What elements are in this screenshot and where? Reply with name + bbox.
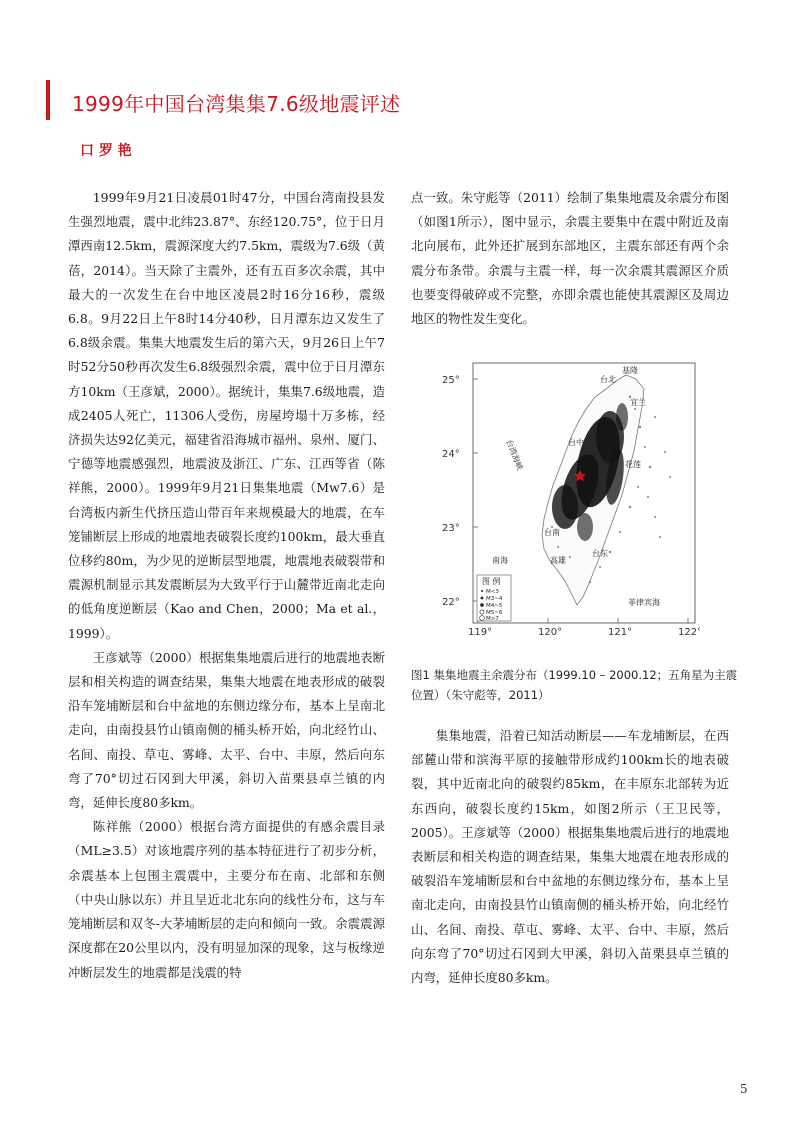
legend-item: M>7 bbox=[486, 616, 499, 622]
lon-label: 119° bbox=[468, 627, 493, 637]
paragraph: 王彦斌等（2000）根据集集地震后进行的地震地表断层和相关构造的调查结果，集集大地震在地表形成的破裂沿车笼埔断层和台中盆地的东侧边缘分布，基本上呈南北走向，由南投县竹山镇南侧的桶头桥开始，向北经竹山、名间、南投、草屯、雾峰、太平、台中、丰原，然后向东弯了70°切过石冈到大甲溪，斜切入苗栗县卓兰镇的内弯，延伸长度80多km。 bbox=[68, 649, 385, 811]
right-column-top bbox=[411, 186, 729, 331]
legend-item: M3~4 bbox=[486, 596, 503, 602]
lat-label: 25° bbox=[442, 375, 460, 386]
left-column bbox=[68, 186, 385, 985]
legend bbox=[477, 575, 511, 622]
lat-label: 23° bbox=[442, 523, 460, 534]
author-line: 口 罗 艳 bbox=[80, 143, 132, 159]
page-number: 5 bbox=[740, 1082, 748, 1096]
place-label: 宜兰 bbox=[630, 398, 646, 407]
lat-label: 24° bbox=[442, 449, 460, 460]
lat-label: 22° bbox=[442, 597, 460, 608]
place-label: 高雄 bbox=[550, 556, 566, 565]
legend-item: M<3 bbox=[486, 589, 499, 595]
legend-item: M5~6 bbox=[486, 610, 503, 616]
lon-label: 121° bbox=[608, 627, 633, 637]
paragraph: 集集地震，沿着已知活动断层——车龙埔断层，在西部麓山带和滨海平原的接触带形成约100km长的地表破裂，其中近南北向的破裂约85km，在丰原东北部转为近东西向，破裂长度约15km，如图2所示（王卫民等，2005）。王彦斌等（2000）根据集集地震后进行的地震地表断层和相关构造的调查结果，集集大地震在地表形成的破裂沿车笼埔断层和台中盆地的东侧边缘分布，基本上呈南北走向，由南投县竹山镇南侧的桶头桥开始，向北经竹山、名间、南投、草屯、雾峰、太平、台中、丰原，然后向东弯了70°切过石冈到大甲溪，斜切入苗栗县卓兰镇的内弯，延伸长度80多km。 bbox=[411, 728, 729, 986]
figure-caption: 图1 集集地震主余震分布（1999.10 – 2000.12；五角星为主震位置）（朱守彪等，2011） bbox=[411, 668, 738, 702]
place-label: 菲律宾海 bbox=[628, 598, 660, 607]
paragraph: 1999年9月21日凌晨01时47分，中国台湾南投县发生强烈地震，震中北纬23.87°、东经120.75°，位于日月潭西南12.5km，震源深度大约7.5km，震级为7.6级（黄蓓，2014）。当天除了主震外，还有五百多次余震，其中最大的一次发生在台中地区凌晨2时16分16秒，震级6.8。9月22日上午8时14分40秒，日月潭东边又发生了6.8级余震。集集大地震发生后的第六天，9月26日上午7时52分50秒再次发生6.8级强烈余震，震中位于日月潭东方10km（王彦斌，2000）。据统计，集集7.6级地震，造成2405人死亡，11306人受伤，房屋垮塌十万多栋，经济损失达92亿美元，福建省沿海城市福州、泉州、厦门、宁德等地震感强烈，地震波及浙江、广东、江西等省（陈祥熊，2000）。1999年9月21日集集地震（Mw7.6）是台湾板内新生代挤压造山带百年来规模最大的地震，在车笼铺断层上形成的地震地表破裂长度约100km，最大垂直位移约80m，为少见的逆断层型地震，地震地表破裂带和震源机制显示其发震断层为大致平行于山麓带近南北走向的低角度逆断层（Kao and Chen，2000；Ma et al.，1999）。 bbox=[68, 190, 385, 641]
place-label: 南海 bbox=[492, 556, 508, 565]
paragraph: 陈祥熊（2000）根据台湾方面提供的有感余震目录（ML≥3.5）对该地震序列的基本特征进行了初步分析，余震基本上包围主震震中，主要分布在南、北部和东侧（中央山脉以东）并且呈近北北东向的线性分布，这与车笼埔断层和双冬-大茅埔断层的走向和倾向一致。余震震源深度都在20公里以内，没有明显加深的现象，这与板缘逆冲断层发生的地震都是浅震的特 bbox=[68, 819, 385, 980]
legend-title: 图 例 bbox=[482, 577, 501, 586]
place-label: 台东 bbox=[592, 549, 608, 558]
place-label: 基隆 bbox=[622, 366, 638, 375]
title-accent-bar bbox=[46, 80, 50, 120]
article-title: 1999年中国台湾集集7.6级地震评述 bbox=[72, 92, 401, 116]
place-label: 台南 bbox=[544, 528, 560, 537]
aftershock-map bbox=[440, 357, 700, 637]
paragraph: 点一致。朱守彪等（2011）绘制了集集地震及余震分布图（如图1所示），图中显示，余震主要集中在震中附近及南北向展布，此外还扩展到东部地区，主震东部还有两个余震分布条带。余震与主震一样，每一次余震其震源区介质也要变得破碎或不完整，亦即余震也能使其震源区及周边地区的物性发生变化。 bbox=[411, 190, 729, 327]
lon-label: 120° bbox=[538, 627, 563, 637]
lon-label: 122° bbox=[678, 627, 700, 637]
place-label: 台北 bbox=[600, 375, 616, 384]
place-label: 花莲 bbox=[625, 460, 641, 469]
place-label: 台中 bbox=[568, 438, 584, 447]
legend-item: M4~5 bbox=[486, 603, 503, 609]
right-column-bottom bbox=[411, 724, 729, 990]
place-label: 台湾海峡 bbox=[504, 438, 525, 472]
figure-1-aftershock-map bbox=[440, 357, 700, 637]
